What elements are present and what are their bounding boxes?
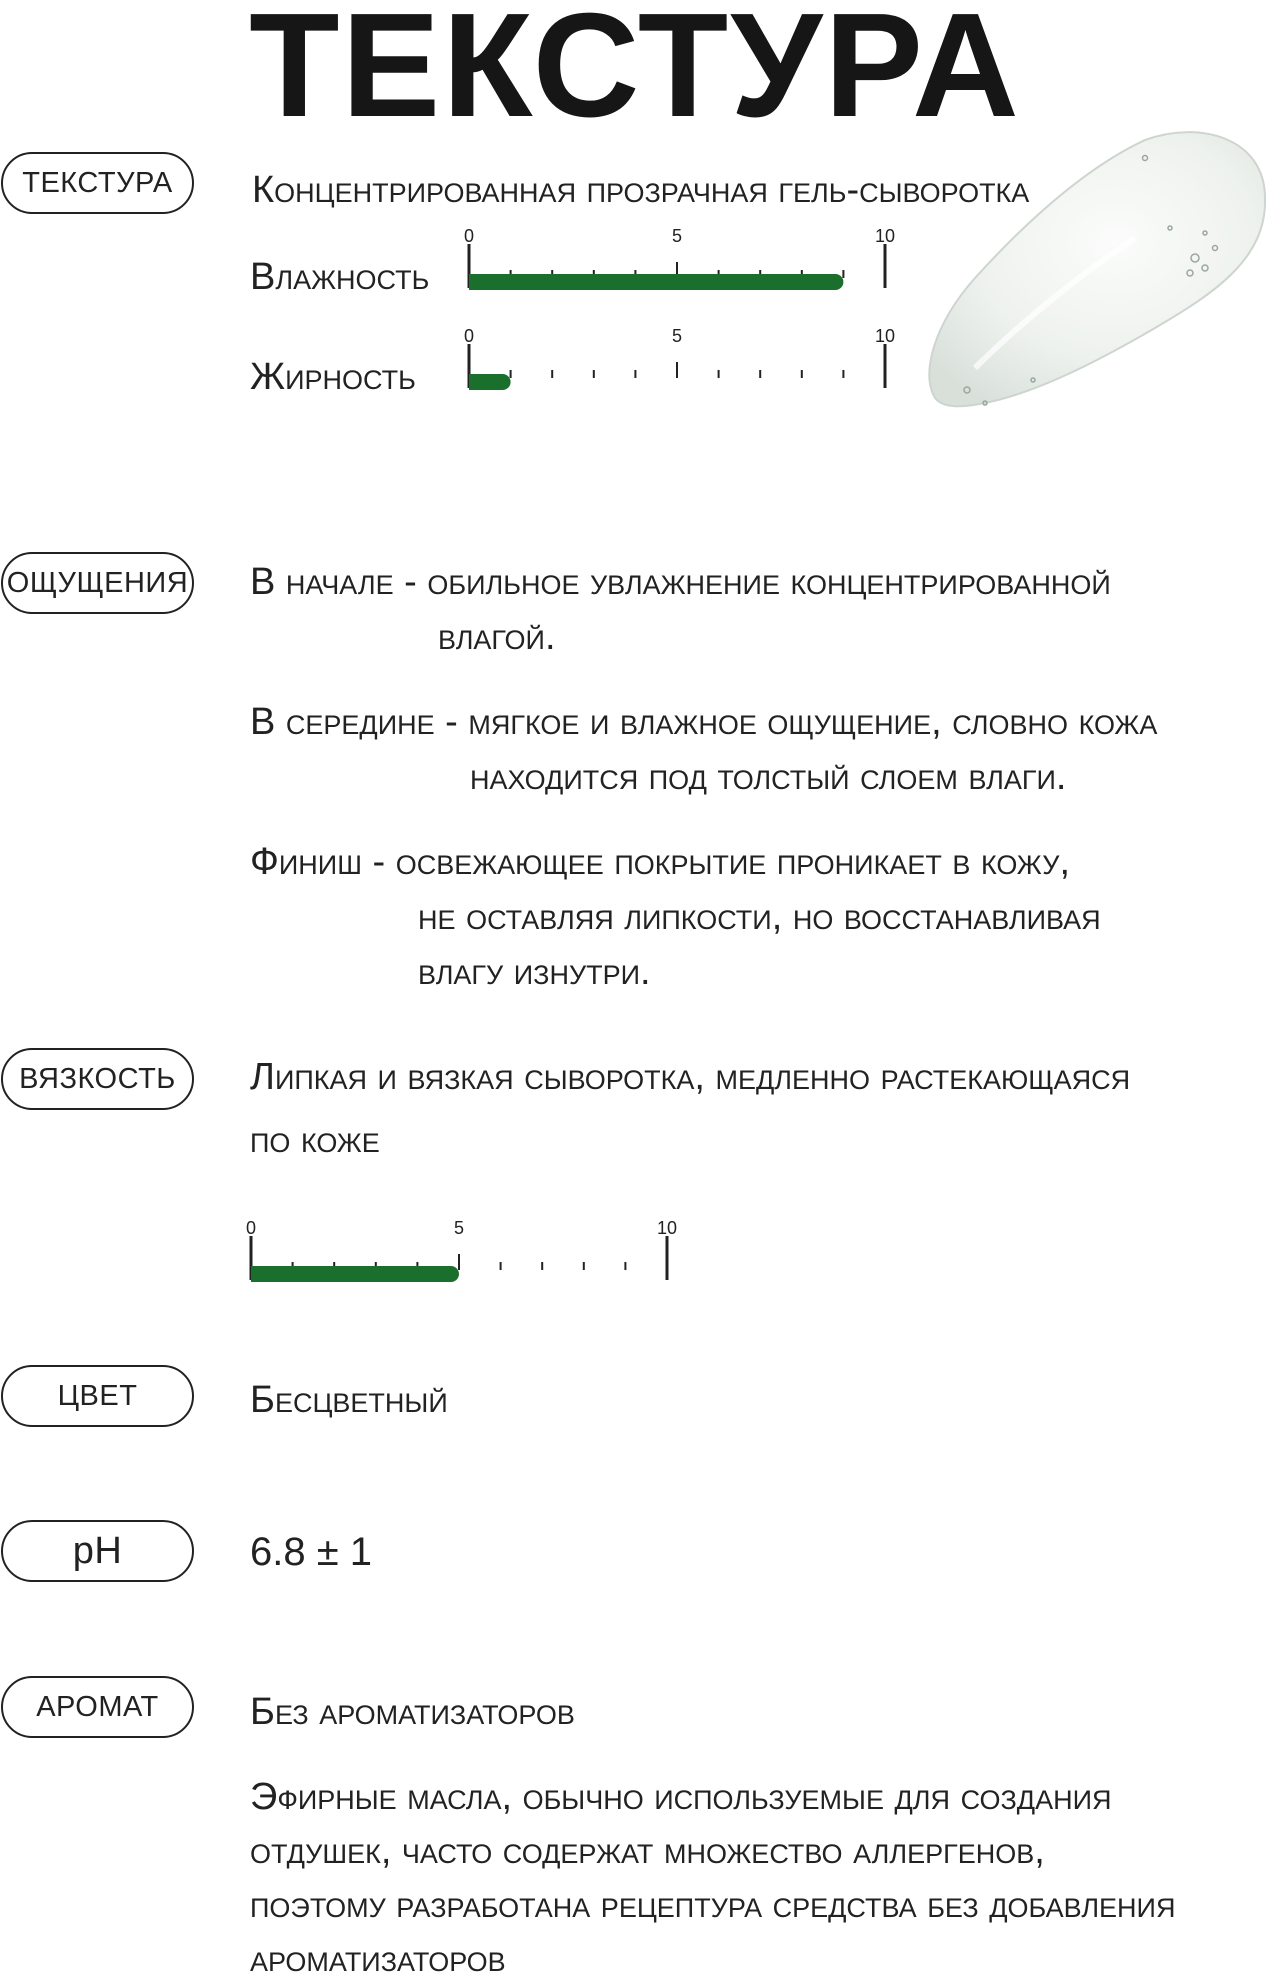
- scale-tick-label: 5: [671, 326, 683, 346]
- sensation-start-line-1: В начале - обильное увлажнение концентрированной: [250, 561, 1111, 603]
- scale-tick-label: 10: [874, 326, 896, 346]
- oiliness-label: Жирность: [250, 356, 416, 398]
- sensation-finish-line-1: Финиш - освежающее покрытие проникает в кожу,: [250, 841, 1071, 883]
- scale-fill-start: [469, 374, 477, 390]
- sensation-finish-line-3: влагу изнутри.: [418, 951, 651, 993]
- sensations-label-badge: ОЩУЩЕНИЯ: [1, 552, 194, 614]
- color-label-badge: ЦВЕТ: [1, 1365, 194, 1427]
- scale-fill-start: [251, 1266, 259, 1282]
- sensation-start-line-2: влагой.: [438, 616, 556, 658]
- moisture-label: Влажность: [250, 256, 430, 298]
- scale-svg: [245, 1218, 687, 1290]
- viscosity-description-line-2: по коже: [250, 1119, 380, 1161]
- ph-value: 6.8 ± 1: [250, 1530, 373, 1574]
- aroma-note-line-4: ароматизаторов: [250, 1938, 506, 1980]
- oiliness-scale: [463, 326, 905, 398]
- viscosity-scale: [245, 1218, 687, 1290]
- scale-fill-bar: [251, 1266, 459, 1282]
- viscosity-description-line-1: Липкая и вязкая сыворотка, медленно растекающаяся: [250, 1056, 1131, 1098]
- scale-svg: [463, 226, 905, 298]
- scale-tick-label: 5: [453, 1218, 465, 1238]
- scale-tick-label: 10: [656, 1218, 678, 1238]
- scale-fill-start: [469, 274, 477, 290]
- aroma-note-line-1: Эфирные масла, обычно используемые для создания: [250, 1776, 1112, 1818]
- ph-label-badge: pH: [1, 1520, 194, 1582]
- gel-texture-image: [915, 128, 1270, 423]
- aroma-label-badge: АРОМАТ: [1, 1676, 194, 1738]
- texture-description: Концентрированная прозрачная гель-сыворотка: [252, 169, 1030, 211]
- sensation-middle-line-1: В середине - мягкое и влажное ощущение, словно кожа: [250, 701, 1158, 743]
- scale-svg: [463, 326, 905, 398]
- aroma-note-line-3: поэтому разработана рецептура средства без добавления: [250, 1884, 1176, 1926]
- scale-tick-label: 0: [463, 226, 475, 246]
- aroma-value: Без ароматизаторов: [250, 1691, 575, 1733]
- sensation-finish-line-2: не оставляя липкости, но восстанавливая: [418, 896, 1101, 938]
- scale-tick-label: 0: [463, 326, 475, 346]
- scale-tick-label: 10: [874, 226, 896, 246]
- texture-label-badge: ТЕКСТУРА: [1, 152, 194, 214]
- scale-tick-label: 0: [245, 1218, 257, 1238]
- sensation-middle-line-2: находится под толстый слоем влаги.: [470, 756, 1067, 798]
- scale-tick-label: 5: [671, 226, 683, 246]
- moisture-scale: [463, 226, 905, 298]
- viscosity-label-badge: ВЯЗКОСТЬ: [1, 1048, 194, 1110]
- aroma-note-line-2: отдушек, часто содержат множество аллергенов,: [250, 1830, 1045, 1872]
- color-value: Бесцветный: [250, 1379, 448, 1421]
- scale-fill-bar: [469, 274, 843, 290]
- page-title: ТЕКСТУРА: [249, 0, 1021, 148]
